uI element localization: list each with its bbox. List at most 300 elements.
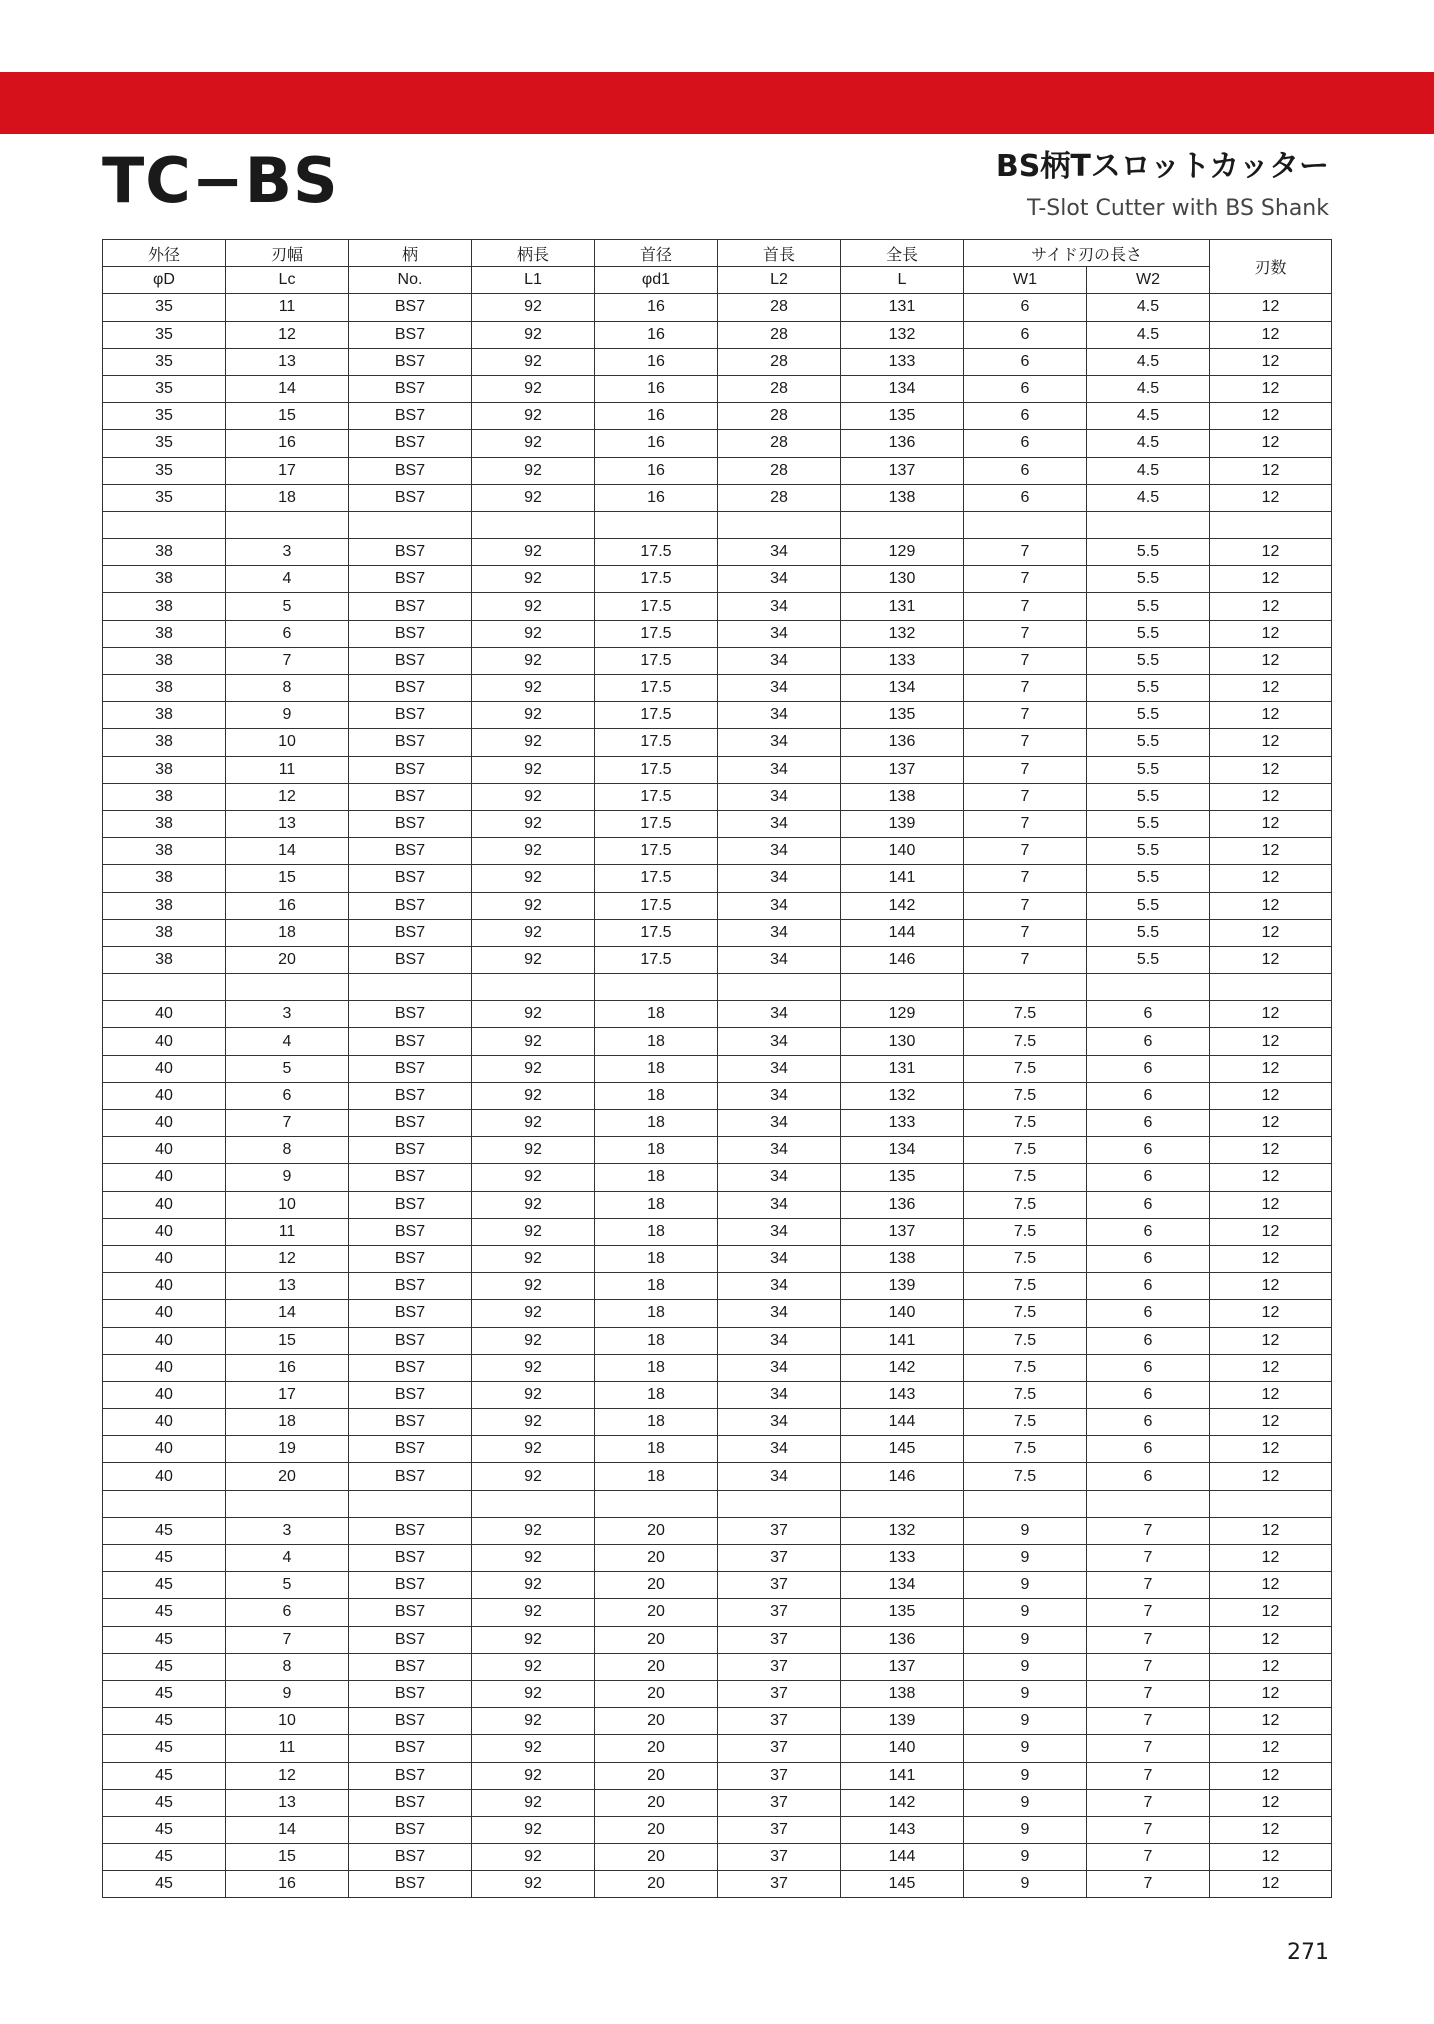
cell-shank-no: BS7 xyxy=(349,1218,472,1245)
cell-w1: 9 xyxy=(964,1816,1087,1843)
cell-overall-length: 129 xyxy=(841,1001,964,1028)
cell-shank-no: BS7 xyxy=(349,783,472,810)
cell-cutting-width: 6 xyxy=(226,620,349,647)
cell-shank-length: 92 xyxy=(472,1599,595,1626)
cell-outer-diameter: 40 xyxy=(103,1218,226,1245)
table-row xyxy=(103,1409,1332,1436)
cell-outer-diameter: 40 xyxy=(103,1300,226,1327)
cell-outer-diameter: 45 xyxy=(103,1844,226,1871)
cell-neck-diameter: 17.5 xyxy=(595,539,718,566)
cell-flutes: 12 xyxy=(1210,1816,1332,1843)
cell-w2: 6 xyxy=(1087,1300,1210,1327)
cell-cutting-width: 16 xyxy=(226,1871,349,1898)
table-row xyxy=(103,838,1332,865)
cell-cutting-width: 12 xyxy=(226,321,349,348)
empty-cell xyxy=(964,511,1087,538)
cell-overall-length: 131 xyxy=(841,1055,964,1082)
table-row xyxy=(103,566,1332,593)
cell-cutting-width: 13 xyxy=(226,1273,349,1300)
cell-w1: 7 xyxy=(964,729,1087,756)
cell-neck-diameter: 18 xyxy=(595,1082,718,1109)
cell-neck-diameter: 20 xyxy=(595,1789,718,1816)
cell-w2: 4.5 xyxy=(1087,457,1210,484)
cell-shank-length: 92 xyxy=(472,1055,595,1082)
cell-w1: 7.5 xyxy=(964,1137,1087,1164)
cell-outer-diameter: 45 xyxy=(103,1871,226,1898)
cell-shank-length: 92 xyxy=(472,1735,595,1762)
cell-neck-length: 37 xyxy=(718,1762,841,1789)
table-row xyxy=(103,1381,1332,1408)
cell-w2: 7 xyxy=(1087,1871,1210,1898)
cell-outer-diameter: 38 xyxy=(103,838,226,865)
cell-shank-no: BS7 xyxy=(349,1789,472,1816)
cell-shank-no: BS7 xyxy=(349,1680,472,1707)
cell-overall-length: 139 xyxy=(841,1273,964,1300)
cell-cutting-width: 4 xyxy=(226,566,349,593)
cell-outer-diameter: 45 xyxy=(103,1762,226,1789)
cell-w1: 6 xyxy=(964,375,1087,402)
cell-neck-length: 34 xyxy=(718,1164,841,1191)
cell-overall-length: 142 xyxy=(841,1789,964,1816)
table-row xyxy=(103,1218,1332,1245)
cell-flutes: 12 xyxy=(1210,1327,1332,1354)
cell-outer-diameter: 40 xyxy=(103,1191,226,1218)
cell-shank-no: BS7 xyxy=(349,403,472,430)
cell-outer-diameter: 35 xyxy=(103,430,226,457)
cell-flutes: 12 xyxy=(1210,675,1332,702)
cell-w2: 7 xyxy=(1087,1708,1210,1735)
table-row xyxy=(103,1463,1332,1490)
cell-neck-length: 34 xyxy=(718,1436,841,1463)
cell-outer-diameter: 35 xyxy=(103,294,226,321)
table-row xyxy=(103,1735,1332,1762)
cell-shank-no: BS7 xyxy=(349,1409,472,1436)
cell-flutes: 12 xyxy=(1210,1110,1332,1137)
cell-outer-diameter: 40 xyxy=(103,1055,226,1082)
cell-shank-length: 92 xyxy=(472,1082,595,1109)
cell-cutting-width: 19 xyxy=(226,1436,349,1463)
cell-outer-diameter: 40 xyxy=(103,1137,226,1164)
cell-neck-length: 34 xyxy=(718,946,841,973)
cell-w2: 5.5 xyxy=(1087,593,1210,620)
cell-outer-diameter: 40 xyxy=(103,1001,226,1028)
cell-w1: 7 xyxy=(964,865,1087,892)
cell-overall-length: 134 xyxy=(841,1137,964,1164)
cell-shank-length: 92 xyxy=(472,1463,595,1490)
cell-overall-length: 144 xyxy=(841,1409,964,1436)
cell-w1: 7.5 xyxy=(964,1354,1087,1381)
cell-flutes: 12 xyxy=(1210,1055,1332,1082)
cell-neck-length: 34 xyxy=(718,566,841,593)
cell-flutes: 12 xyxy=(1210,1245,1332,1272)
header-side-blade-length: サイド刃の長さ xyxy=(964,240,1210,267)
cell-w1: 7 xyxy=(964,919,1087,946)
cell-neck-length: 37 xyxy=(718,1708,841,1735)
cell-shank-length: 92 xyxy=(472,1708,595,1735)
cell-shank-length: 92 xyxy=(472,1327,595,1354)
cell-overall-length: 135 xyxy=(841,403,964,430)
cell-overall-length: 140 xyxy=(841,838,964,865)
cell-shank-no: BS7 xyxy=(349,892,472,919)
cell-outer-diameter: 38 xyxy=(103,783,226,810)
cell-neck-diameter: 20 xyxy=(595,1653,718,1680)
cell-overall-length: 144 xyxy=(841,1844,964,1871)
cell-w1: 7.5 xyxy=(964,1381,1087,1408)
cell-flutes: 12 xyxy=(1210,1137,1332,1164)
cell-neck-length: 37 xyxy=(718,1844,841,1871)
cell-cutting-width: 9 xyxy=(226,1164,349,1191)
table-row xyxy=(103,756,1332,783)
cell-shank-length: 92 xyxy=(472,865,595,892)
cell-overall-length: 136 xyxy=(841,1191,964,1218)
cell-neck-length: 28 xyxy=(718,375,841,402)
cell-shank-length: 92 xyxy=(472,321,595,348)
cell-shank-length: 92 xyxy=(472,566,595,593)
header-shank-length: 柄長 xyxy=(472,240,595,267)
cell-cutting-width: 4 xyxy=(226,1545,349,1572)
empty-cell xyxy=(349,511,472,538)
cell-cutting-width: 17 xyxy=(226,1381,349,1408)
cell-cutting-width: 8 xyxy=(226,1137,349,1164)
cell-cutting-width: 11 xyxy=(226,294,349,321)
cell-overall-length: 143 xyxy=(841,1381,964,1408)
cell-cutting-width: 7 xyxy=(226,647,349,674)
cell-overall-length: 136 xyxy=(841,1626,964,1653)
table-row xyxy=(103,1354,1332,1381)
cell-shank-length: 92 xyxy=(472,838,595,865)
cell-flutes: 12 xyxy=(1210,702,1332,729)
cell-flutes: 12 xyxy=(1210,484,1332,511)
cell-flutes: 12 xyxy=(1210,1599,1332,1626)
cell-overall-length: 134 xyxy=(841,375,964,402)
table-row xyxy=(103,729,1332,756)
cell-w2: 5.5 xyxy=(1087,838,1210,865)
cell-w2: 5.5 xyxy=(1087,729,1210,756)
empty-cell xyxy=(472,974,595,1001)
cell-neck-diameter: 20 xyxy=(595,1517,718,1544)
cell-cutting-width: 12 xyxy=(226,1245,349,1272)
cell-flutes: 12 xyxy=(1210,1735,1332,1762)
empty-cell xyxy=(472,1490,595,1517)
cell-w2: 6 xyxy=(1087,1273,1210,1300)
cell-w2: 4.5 xyxy=(1087,484,1210,511)
cell-overall-length: 146 xyxy=(841,946,964,973)
empty-cell xyxy=(595,1490,718,1517)
table-row xyxy=(103,1871,1332,1898)
cell-neck-diameter: 18 xyxy=(595,1001,718,1028)
cell-shank-no: BS7 xyxy=(349,647,472,674)
cell-w2: 6 xyxy=(1087,1218,1210,1245)
cell-w1: 7.5 xyxy=(964,1409,1087,1436)
cell-neck-diameter: 20 xyxy=(595,1708,718,1735)
cell-shank-length: 92 xyxy=(472,1572,595,1599)
cell-w2: 6 xyxy=(1087,1381,1210,1408)
cell-w2: 7 xyxy=(1087,1762,1210,1789)
cell-shank-length: 92 xyxy=(472,1653,595,1680)
cell-outer-diameter: 40 xyxy=(103,1082,226,1109)
product-title-japanese: BS柄Tスロットカッター xyxy=(995,149,1329,184)
cell-shank-no: BS7 xyxy=(349,484,472,511)
cell-shank-length: 92 xyxy=(472,1300,595,1327)
cell-neck-length: 28 xyxy=(718,457,841,484)
cell-outer-diameter: 35 xyxy=(103,403,226,430)
cell-outer-diameter: 45 xyxy=(103,1572,226,1599)
table-row xyxy=(103,1137,1332,1164)
cell-flutes: 12 xyxy=(1210,1653,1332,1680)
cell-neck-diameter: 16 xyxy=(595,484,718,511)
cell-neck-length: 37 xyxy=(718,1816,841,1843)
cell-shank-no: BS7 xyxy=(349,838,472,865)
cell-cutting-width: 9 xyxy=(226,702,349,729)
cell-shank-length: 92 xyxy=(472,1273,595,1300)
table-row xyxy=(103,1110,1332,1137)
cell-neck-length: 34 xyxy=(718,620,841,647)
empty-cell xyxy=(226,1490,349,1517)
cell-cutting-width: 18 xyxy=(226,919,349,946)
cell-neck-length: 34 xyxy=(718,593,841,620)
cell-w1: 7 xyxy=(964,756,1087,783)
cell-flutes: 12 xyxy=(1210,1191,1332,1218)
cell-cutting-width: 6 xyxy=(226,1082,349,1109)
cell-shank-length: 92 xyxy=(472,348,595,375)
cell-outer-diameter: 38 xyxy=(103,566,226,593)
cell-neck-length: 34 xyxy=(718,838,841,865)
cell-shank-length: 92 xyxy=(472,1381,595,1408)
cell-w1: 7 xyxy=(964,810,1087,837)
cell-w2: 7 xyxy=(1087,1572,1210,1599)
cell-shank-no: BS7 xyxy=(349,1191,472,1218)
cell-flutes: 12 xyxy=(1210,865,1332,892)
cell-shank-length: 92 xyxy=(472,729,595,756)
empty-cell xyxy=(1210,511,1332,538)
cell-neck-diameter: 17.5 xyxy=(595,729,718,756)
cell-neck-length: 37 xyxy=(718,1789,841,1816)
cell-outer-diameter: 38 xyxy=(103,593,226,620)
cell-overall-length: 138 xyxy=(841,484,964,511)
cell-w2: 5.5 xyxy=(1087,539,1210,566)
cell-w2: 4.5 xyxy=(1087,348,1210,375)
cell-flutes: 12 xyxy=(1210,348,1332,375)
cell-overall-length: 132 xyxy=(841,620,964,647)
cell-w2: 5.5 xyxy=(1087,946,1210,973)
cell-cutting-width: 3 xyxy=(226,1517,349,1544)
cell-w1: 6 xyxy=(964,348,1087,375)
cell-cutting-width: 4 xyxy=(226,1028,349,1055)
empty-cell xyxy=(103,511,226,538)
empty-cell xyxy=(841,511,964,538)
cell-w2: 7 xyxy=(1087,1599,1210,1626)
cell-shank-length: 92 xyxy=(472,484,595,511)
cell-flutes: 12 xyxy=(1210,1218,1332,1245)
cell-shank-length: 92 xyxy=(472,1545,595,1572)
cell-w1: 7.5 xyxy=(964,1273,1087,1300)
cell-overall-length: 145 xyxy=(841,1871,964,1898)
cell-neck-length: 34 xyxy=(718,756,841,783)
cell-flutes: 12 xyxy=(1210,1354,1332,1381)
spec-table xyxy=(102,239,1332,1898)
cell-flutes: 12 xyxy=(1210,566,1332,593)
symbol-No: No. xyxy=(349,267,472,294)
symbol-d1: φd1 xyxy=(595,267,718,294)
cell-neck-length: 37 xyxy=(718,1680,841,1707)
cell-neck-length: 34 xyxy=(718,1354,841,1381)
cell-outer-diameter: 38 xyxy=(103,810,226,837)
table-row xyxy=(103,1599,1332,1626)
header-neck-length: 首長 xyxy=(718,240,841,267)
cell-w1: 7 xyxy=(964,539,1087,566)
table-row xyxy=(103,1816,1332,1843)
cell-cutting-width: 16 xyxy=(226,1354,349,1381)
cell-w2: 4.5 xyxy=(1087,430,1210,457)
table-row xyxy=(103,1844,1332,1871)
cell-shank-no: BS7 xyxy=(349,1545,472,1572)
cell-outer-diameter: 38 xyxy=(103,620,226,647)
cell-outer-diameter: 40 xyxy=(103,1110,226,1137)
separator-row xyxy=(103,1490,1332,1517)
cell-outer-diameter: 38 xyxy=(103,702,226,729)
cell-outer-diameter: 45 xyxy=(103,1735,226,1762)
cell-overall-length: 134 xyxy=(841,675,964,702)
cell-w2: 4.5 xyxy=(1087,321,1210,348)
cell-flutes: 12 xyxy=(1210,1082,1332,1109)
cell-shank-no: BS7 xyxy=(349,375,472,402)
cell-w1: 7.5 xyxy=(964,1245,1087,1272)
cell-cutting-width: 15 xyxy=(226,403,349,430)
cell-cutting-width: 18 xyxy=(226,484,349,511)
cell-cutting-width: 14 xyxy=(226,1300,349,1327)
cell-flutes: 12 xyxy=(1210,321,1332,348)
cell-w1: 7 xyxy=(964,783,1087,810)
table-row xyxy=(103,593,1332,620)
cell-w1: 9 xyxy=(964,1653,1087,1680)
cell-shank-length: 92 xyxy=(472,1871,595,1898)
cell-outer-diameter: 38 xyxy=(103,539,226,566)
cell-neck-diameter: 18 xyxy=(595,1110,718,1137)
cell-neck-length: 37 xyxy=(718,1735,841,1762)
cell-outer-diameter: 40 xyxy=(103,1028,226,1055)
cell-cutting-width: 10 xyxy=(226,729,349,756)
cell-shank-length: 92 xyxy=(472,946,595,973)
empty-cell xyxy=(349,974,472,1001)
cell-neck-length: 34 xyxy=(718,1218,841,1245)
cell-shank-length: 92 xyxy=(472,1245,595,1272)
empty-cell xyxy=(841,974,964,1001)
cell-neck-diameter: 18 xyxy=(595,1327,718,1354)
symbol-Lc: Lc xyxy=(226,267,349,294)
table-row xyxy=(103,810,1332,837)
cell-w1: 7 xyxy=(964,620,1087,647)
cell-neck-length: 34 xyxy=(718,1137,841,1164)
cell-neck-diameter: 20 xyxy=(595,1545,718,1572)
cell-neck-diameter: 20 xyxy=(595,1735,718,1762)
cell-cutting-width: 14 xyxy=(226,375,349,402)
table-row xyxy=(103,1436,1332,1463)
table-row xyxy=(103,1653,1332,1680)
cell-overall-length: 132 xyxy=(841,321,964,348)
cell-outer-diameter: 40 xyxy=(103,1354,226,1381)
cell-w1: 9 xyxy=(964,1762,1087,1789)
cell-flutes: 12 xyxy=(1210,1545,1332,1572)
empty-cell xyxy=(1210,974,1332,1001)
cell-cutting-width: 14 xyxy=(226,838,349,865)
cell-flutes: 12 xyxy=(1210,593,1332,620)
cell-w1: 7 xyxy=(964,946,1087,973)
page-number: 271 xyxy=(1287,1940,1329,1965)
cell-neck-length: 34 xyxy=(718,892,841,919)
empty-cell xyxy=(103,974,226,1001)
cell-shank-no: BS7 xyxy=(349,865,472,892)
cell-neck-diameter: 18 xyxy=(595,1055,718,1082)
cell-shank-length: 92 xyxy=(472,294,595,321)
cell-shank-length: 92 xyxy=(472,1028,595,1055)
cell-flutes: 12 xyxy=(1210,729,1332,756)
cell-shank-length: 92 xyxy=(472,1762,595,1789)
cell-w1: 7 xyxy=(964,566,1087,593)
cell-shank-no: BS7 xyxy=(349,457,472,484)
cell-neck-length: 28 xyxy=(718,430,841,457)
cell-shank-length: 92 xyxy=(472,539,595,566)
cell-w2: 5.5 xyxy=(1087,892,1210,919)
cell-w1: 7 xyxy=(964,838,1087,865)
cell-shank-length: 92 xyxy=(472,620,595,647)
cell-w2: 6 xyxy=(1087,1055,1210,1082)
cell-overall-length: 139 xyxy=(841,1708,964,1735)
cell-overall-length: 138 xyxy=(841,783,964,810)
cell-flutes: 12 xyxy=(1210,1708,1332,1735)
cell-neck-length: 34 xyxy=(718,1110,841,1137)
cell-shank-no: BS7 xyxy=(349,1844,472,1871)
cell-neck-diameter: 18 xyxy=(595,1164,718,1191)
cell-neck-length: 34 xyxy=(718,729,841,756)
empty-cell xyxy=(964,1490,1087,1517)
cell-shank-length: 92 xyxy=(472,1001,595,1028)
cell-neck-length: 37 xyxy=(718,1626,841,1653)
cell-flutes: 12 xyxy=(1210,1463,1332,1490)
cell-w1: 9 xyxy=(964,1789,1087,1816)
cell-shank-no: BS7 xyxy=(349,1137,472,1164)
cell-overall-length: 140 xyxy=(841,1300,964,1327)
empty-cell xyxy=(349,1490,472,1517)
cell-w2: 6 xyxy=(1087,1164,1210,1191)
cell-neck-diameter: 18 xyxy=(595,1137,718,1164)
cell-w1: 7 xyxy=(964,675,1087,702)
cell-shank-length: 92 xyxy=(472,1844,595,1871)
cell-w1: 9 xyxy=(964,1844,1087,1871)
cell-w1: 7.5 xyxy=(964,1082,1087,1109)
cell-overall-length: 137 xyxy=(841,457,964,484)
table-row xyxy=(103,620,1332,647)
cell-cutting-width: 13 xyxy=(226,810,349,837)
cell-neck-length: 34 xyxy=(718,1028,841,1055)
cell-flutes: 12 xyxy=(1210,1028,1332,1055)
cell-neck-diameter: 20 xyxy=(595,1816,718,1843)
cell-outer-diameter: 38 xyxy=(103,756,226,783)
cell-shank-no: BS7 xyxy=(349,1273,472,1300)
cell-shank-no: BS7 xyxy=(349,1735,472,1762)
empty-cell xyxy=(595,974,718,1001)
cell-shank-no: BS7 xyxy=(349,1164,472,1191)
cell-cutting-width: 10 xyxy=(226,1191,349,1218)
table-row xyxy=(103,675,1332,702)
cell-neck-length: 34 xyxy=(718,919,841,946)
cell-cutting-width: 13 xyxy=(226,348,349,375)
cell-flutes: 12 xyxy=(1210,892,1332,919)
product-title-english: T-Slot Cutter with BS Shank xyxy=(1026,196,1329,221)
cell-w1: 7 xyxy=(964,593,1087,620)
cell-flutes: 12 xyxy=(1210,1409,1332,1436)
cell-neck-length: 37 xyxy=(718,1871,841,1898)
cell-shank-length: 92 xyxy=(472,892,595,919)
